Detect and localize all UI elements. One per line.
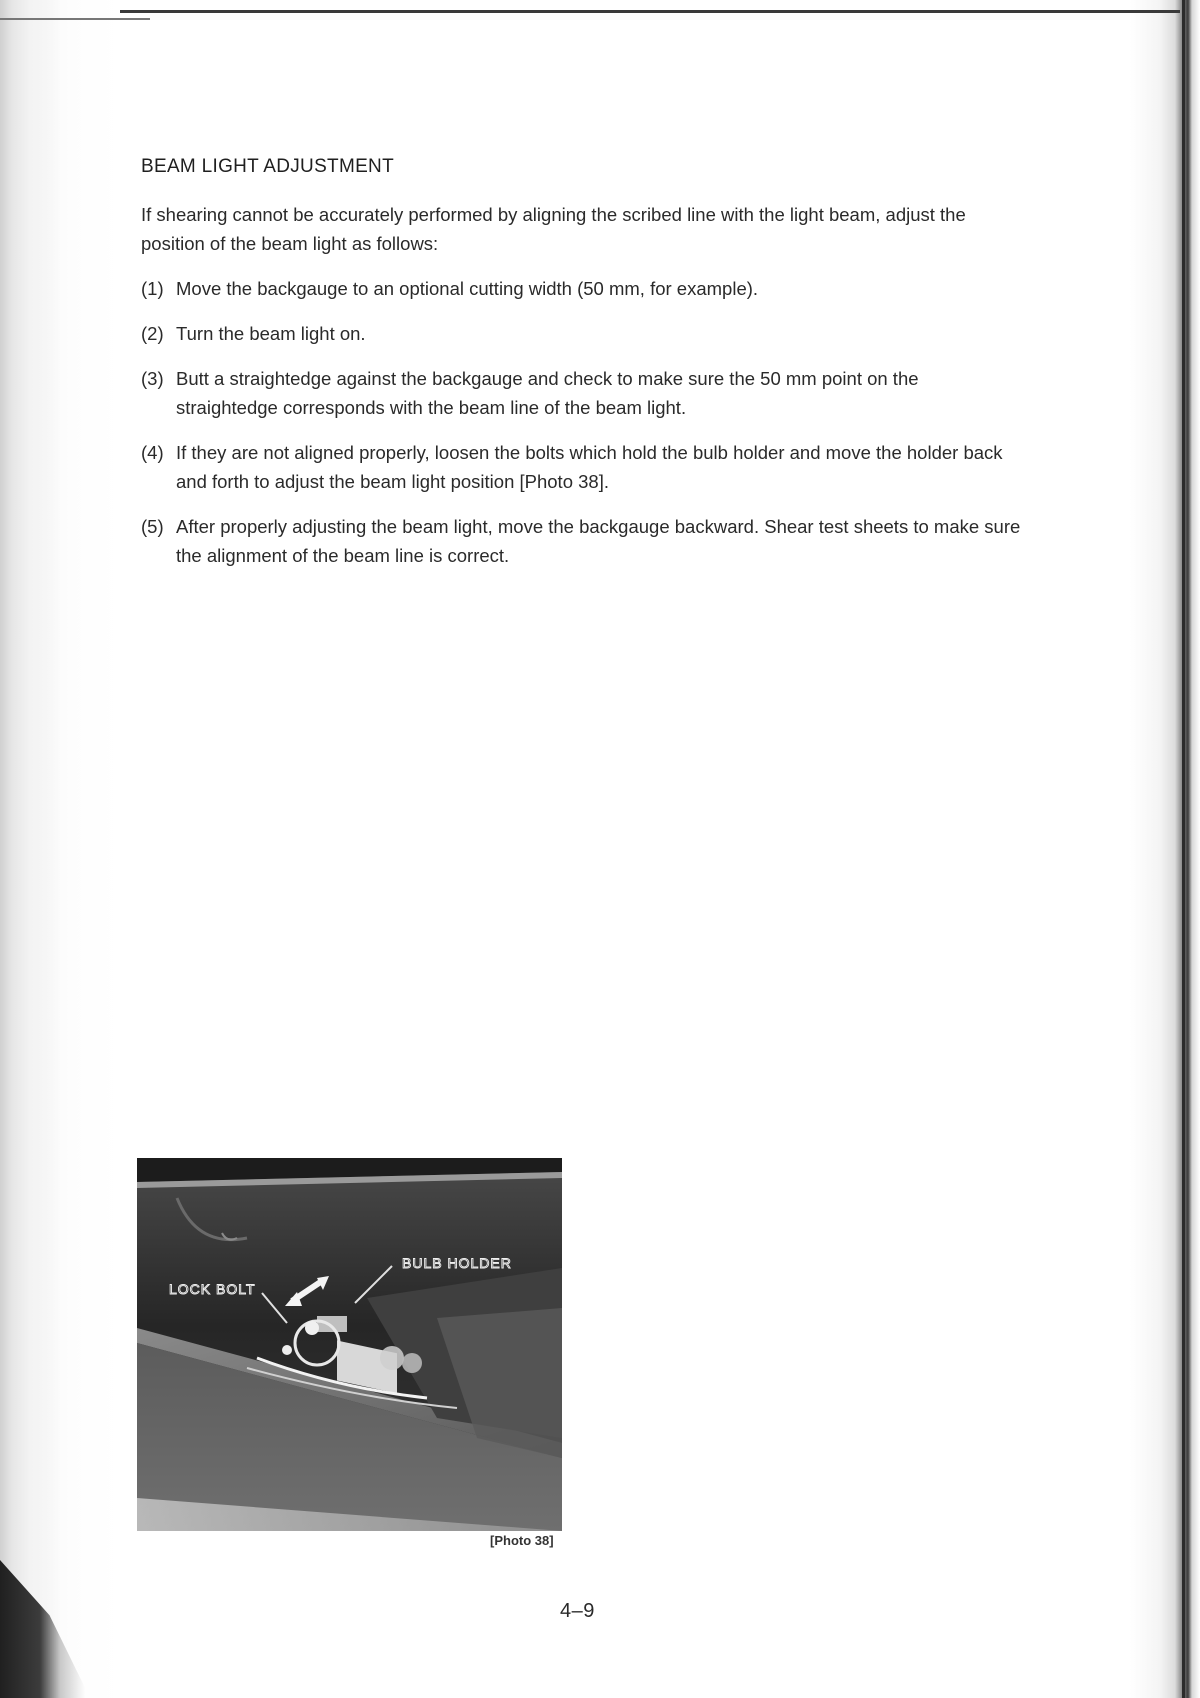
step-text: Turn the beam light on. (176, 323, 366, 344)
intro-paragraph: If shearing cannot be accurately performed by aligning the scribed line with the light beam, adjust the position of the beam light as follows: (141, 204, 966, 254)
photo-38 (137, 1158, 562, 1531)
step-list (141, 274, 1021, 570)
page-binding-shadow (0, 0, 60, 1698)
document-body (141, 150, 1021, 586)
step-text: After properly adjusting the beam light, move the backgauge backward. Shear test sheets to make sure the alignment of the beam line is correct. (176, 516, 1021, 566)
lock-bolt-label: LOCK BOLT (169, 1281, 256, 1297)
step-item (141, 364, 1021, 422)
page-number: 4–9 (560, 1600, 595, 1622)
step-text: If they are not aligned properly, loosen the bolts which hold the bulb holder and move the holder back and forth to adjust the beam light position [Photo 38]. (176, 442, 1003, 492)
bulb-holder-photo (137, 1158, 562, 1531)
section-heading: BEAM LIGHT ADJUSTMENT (141, 156, 394, 177)
step-item (141, 319, 1021, 348)
step-text: Move the backgauge to an optional cutting width (50 mm, for example). (176, 278, 759, 299)
step-text: Butt a straightedge against the backgauge and check to make sure the 50 mm point on the straightedge corresponds with the beam line of the beam light. (176, 368, 919, 418)
top-rule-left (0, 18, 150, 20)
photo-caption: [Photo 38] (490, 1533, 554, 1548)
step-item (141, 274, 1021, 303)
step-number: (1) (141, 278, 164, 299)
step-number: (5) (141, 516, 164, 537)
step-item (141, 512, 1021, 570)
step-number: (3) (141, 368, 164, 389)
step-item (141, 438, 1021, 496)
top-rule (120, 10, 1180, 13)
step-number: (2) (141, 323, 164, 344)
step-number: (4) (141, 442, 164, 463)
page-edge-line (1182, 0, 1185, 1698)
bulb-holder-label: BULB HOLDER (402, 1255, 512, 1271)
